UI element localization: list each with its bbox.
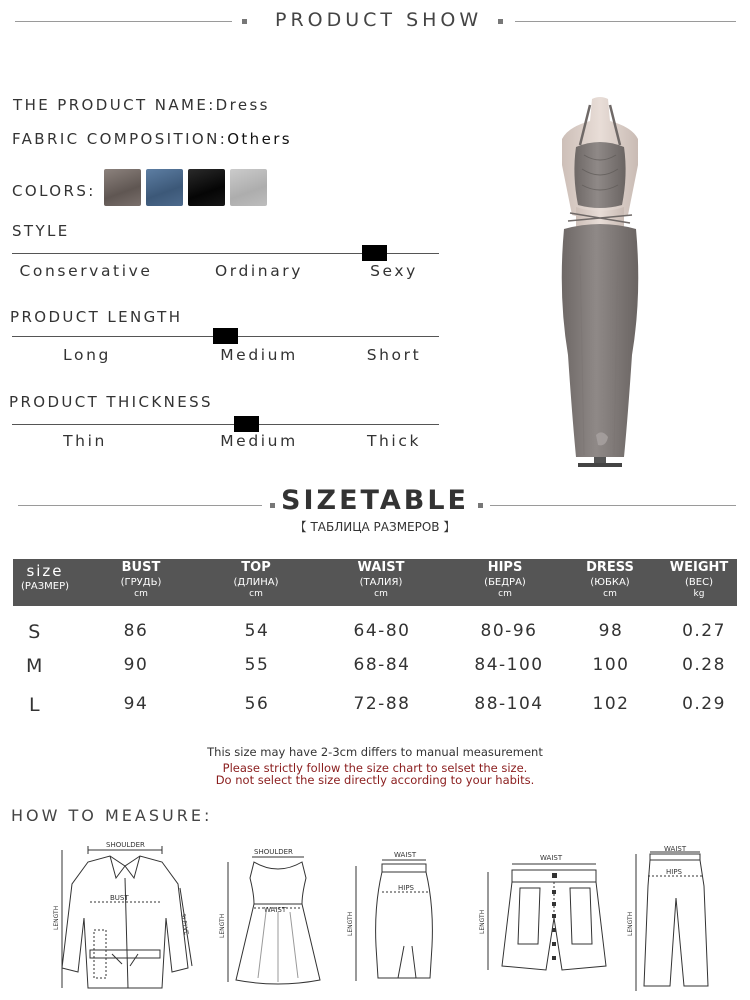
thickness-scale-line [12, 424, 439, 425]
thickness-label-medium: Medium [220, 432, 298, 450]
sizetable-dot-right [478, 503, 483, 508]
product-name-label: THE PRODUCT NAME: [13, 96, 216, 114]
cell-waist: 72-88 [353, 694, 411, 714]
dress-measure-figure [214, 842, 334, 992]
th-dress: DRESS (ЮБКА) cm [586, 560, 634, 599]
color-swatch-denim-blue[interactable] [146, 169, 183, 206]
dress-waist-label: WAIST [264, 906, 287, 914]
page-title: PRODUCT SHOW [275, 9, 483, 31]
jacket-bust-label: BUST [110, 894, 129, 902]
shorts-waist-label: WAIST [540, 854, 563, 862]
pants-length-label: LENGTH [627, 911, 634, 936]
cell-hips: 84-100 [474, 655, 544, 675]
cell-weight: 0.28 [682, 655, 726, 675]
sizetable-rule-right [490, 505, 736, 506]
cell-bust: 94 [123, 694, 149, 714]
pants-waist-label: WAIST [664, 846, 687, 853]
fabric-value: Others [227, 130, 292, 148]
length-title: PRODUCT LENGTH [10, 308, 183, 326]
measurement-note: This size may have 2-3cm differs to manual measurement [207, 745, 543, 759]
style-label-ordinary: Ordinary [214, 262, 304, 280]
header-dot-left [242, 19, 247, 24]
th-hips: HIPS (БЕДРА) cm [484, 560, 526, 599]
th-top: TOP (ДЛИНА) cm [233, 560, 279, 599]
cell-top: 54 [244, 621, 270, 641]
cell-bust: 86 [123, 621, 149, 641]
product-name-value: Dress [215, 96, 270, 114]
th-size: size (РАЗМЕР) [20, 562, 70, 592]
length-label-medium: Medium [220, 346, 298, 364]
cell-waist: 64-80 [353, 621, 411, 641]
skirt-hips-label: HIPS [398, 884, 414, 892]
style-label-conservative: Conservative [19, 262, 153, 280]
thickness-title: PRODUCT THICKNESS [9, 393, 213, 411]
color-swatch-gray-brown[interactable] [104, 169, 141, 206]
color-swatch-light-gray[interactable] [230, 169, 267, 206]
thickness-level-marker [234, 416, 259, 432]
cell-dress: 100 [592, 655, 630, 675]
skirt-measure-figure [342, 846, 452, 991]
length-label-short: Short [366, 346, 422, 364]
shorts-length-label: LENGTH [479, 909, 486, 934]
style-level-marker [362, 245, 387, 261]
thickness-label-thick: Thick [366, 432, 422, 450]
cell-size: M [26, 655, 44, 677]
pants-hips-label: HIPS [666, 868, 682, 876]
style-label-sexy: Sexy [370, 262, 418, 280]
cell-top: 56 [244, 694, 270, 714]
header-dot-right [498, 19, 503, 24]
size-table-header [13, 559, 737, 606]
th-weight: WEIGHT (ВЕС) kg [669, 560, 729, 599]
how-to-measure-title: HOW TO MEASURE: [11, 806, 213, 825]
fabric-composition [12, 130, 292, 148]
length-level-marker [213, 328, 238, 344]
cell-size: L [28, 694, 42, 716]
sizetable-subtitle: 【 ТАБЛИЦА РАЗМЕРОВ 】 [294, 520, 456, 534]
cell-hips: 80-96 [480, 621, 538, 641]
cell-dress: 98 [598, 621, 624, 641]
header-rule-left [15, 21, 232, 22]
jacket-length-label: LENGTH [53, 905, 60, 930]
header-rule-right [515, 21, 736, 22]
size-warning-1: Please strictly follow the size chart to selset the size. [222, 761, 528, 775]
jacket-measure-figure [50, 838, 200, 998]
skirt-length-label: LENGTH [347, 911, 354, 936]
product-name [13, 96, 270, 114]
shorts-measure-figure [478, 848, 623, 978]
size-warning-2: Do not select the size directly according to your habits. [215, 773, 535, 787]
product-photo [540, 95, 660, 470]
th-waist: WAIST (ТАЛИЯ) cm [357, 560, 405, 599]
dress-shoulder-label: SHOULDER [254, 848, 293, 856]
cell-weight: 0.27 [682, 621, 726, 641]
cell-top: 55 [244, 655, 270, 675]
cell-size: S [28, 621, 42, 643]
color-swatch-black[interactable] [188, 169, 225, 206]
jacket-shoulder-label: SHOULDER [106, 841, 145, 849]
cell-weight: 0.29 [682, 694, 726, 714]
dress-length-label: LENGTH [219, 913, 226, 938]
length-label-long: Long [63, 346, 111, 364]
cell-waist: 68-84 [353, 655, 411, 675]
th-bust: BUST (ГРУДЬ) cm [120, 560, 162, 599]
cell-dress: 102 [592, 694, 630, 714]
colors-label: COLORS: [12, 182, 96, 200]
pants-measure-figure [620, 846, 730, 996]
style-title: STYLE [12, 222, 70, 240]
sizetable-title: SIZETABLE [281, 485, 469, 516]
fabric-label: FABRIC COMPOSITION: [12, 130, 228, 148]
jacket-sleeve-label: SLELVE [179, 913, 190, 936]
thickness-label-thin: Thin [63, 432, 107, 450]
cell-hips: 88-104 [474, 694, 544, 714]
skirt-waist-label: WAIST [394, 851, 417, 859]
cell-bust: 90 [123, 655, 149, 675]
